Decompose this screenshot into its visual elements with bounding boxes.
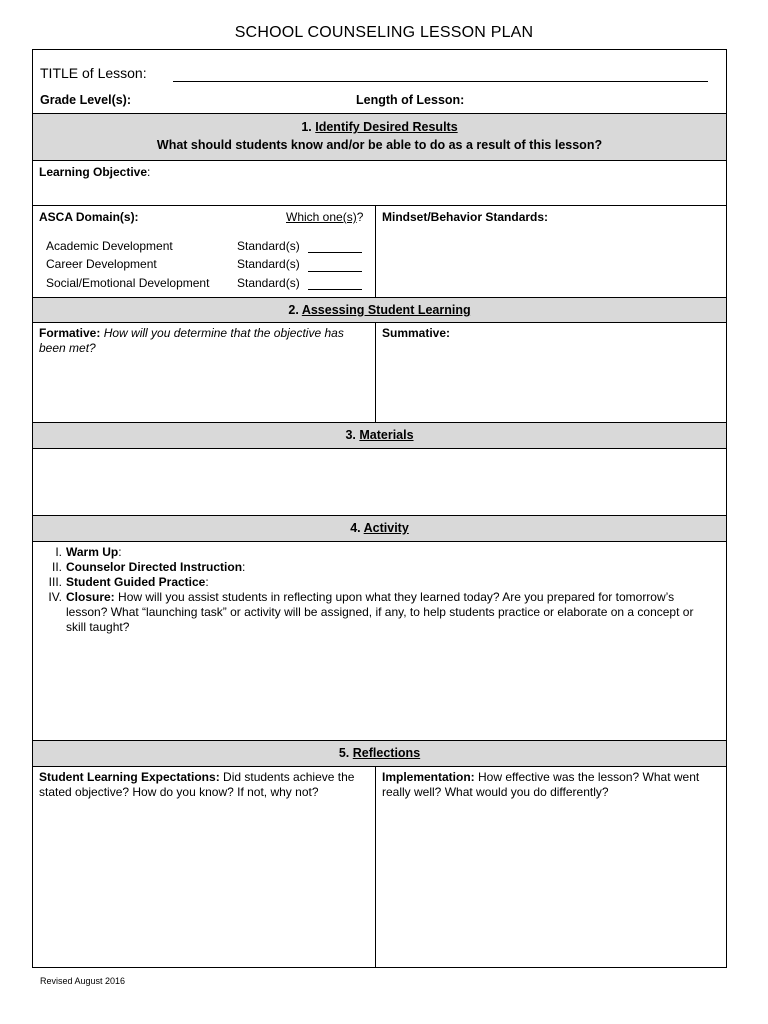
- expectations-prompt: Did students achieve the stated objective? How do you know? If not, why not?: [39, 770, 355, 799]
- section-4-title: Activity: [363, 521, 409, 535]
- reflections-row: [33, 767, 726, 967]
- asca-domain-cell: [33, 206, 376, 297]
- section-1-question: What should students know and/or be able to do as a result of this lesson?: [156, 138, 603, 152]
- section-2-number: 2.: [288, 303, 299, 317]
- title-input-line[interactable]: [173, 81, 708, 82]
- lesson-plan-form: [32, 49, 727, 968]
- formative-cell[interactable]: [33, 323, 376, 422]
- assessment-row: [33, 323, 726, 423]
- activity-item-closure: IV. Closure: How will you assist students in reflecting upon what they learned today? Are you prepared for tomorrow’s lesson? What “launching task” or activity will be assigned, if any, to help students practice or elaborate on a concept or skill taught?: [48, 590, 694, 634]
- section-3-number: 3.: [345, 428, 356, 442]
- mindset-standards-label: Mindset/Behavior Standards:: [382, 210, 549, 224]
- implementation-cell[interactable]: [376, 767, 726, 967]
- summative-cell[interactable]: [376, 323, 726, 422]
- domain-career: Career Development: [46, 257, 157, 271]
- activity-item-warm-up: I. Warm Up:: [55, 545, 122, 559]
- section-3-header: [33, 423, 726, 449]
- formative-prompt: How will you determine that the objective has been met?: [39, 326, 344, 355]
- academic-standard-input[interactable]: [308, 252, 362, 253]
- asca-domain-label: ASCA Domain(s):: [39, 210, 139, 224]
- section-5-title: Reflections: [352, 746, 421, 760]
- section-1-title: Identify Desired Results: [315, 120, 458, 134]
- section-5-header: [33, 741, 726, 767]
- activity-row[interactable]: [33, 542, 726, 741]
- section-5-number: 5.: [338, 746, 350, 760]
- section-1-header: [33, 114, 726, 161]
- section-2-title: Assessing Student Learning: [301, 303, 471, 317]
- standard-label: Standard(s): [237, 276, 300, 290]
- section-3-title: Materials: [359, 428, 414, 442]
- learning-objective-colon: :: [147, 165, 151, 179]
- lesson-length-label: Length of Lesson:: [356, 93, 465, 107]
- section-2-header: [33, 298, 726, 323]
- standard-label: Standard(s): [237, 257, 300, 271]
- expectations-label: Student Learning Expectations:: [39, 770, 220, 784]
- materials-row[interactable]: [33, 449, 726, 516]
- activity-list: [36, 545, 716, 635]
- learning-objective-row[interactable]: [33, 161, 726, 206]
- header-row: [33, 50, 726, 114]
- formative-label: Formative:: [39, 326, 101, 340]
- grade-level-label: Grade Level(s):: [40, 93, 132, 107]
- section-4-header: [33, 516, 726, 542]
- activity-item-guided-practice: III. Student Guided Practice:: [48, 575, 209, 589]
- summative-label: Summative:: [382, 326, 451, 340]
- learning-objective-label: Learning Objective: [39, 165, 148, 179]
- which-ones-label: Which one(s)?: [286, 210, 364, 224]
- social-emotional-standard-input[interactable]: [308, 289, 362, 290]
- section-4-number: 4.: [350, 521, 361, 535]
- section-1-number: 1.: [301, 120, 312, 134]
- revision-footer: Revised August 2016: [40, 976, 126, 986]
- document-title: SCHOOL COUNSELING LESSON PLAN: [234, 24, 534, 41]
- activity-item-counselor-instruction: II. Counselor Directed Instruction:: [51, 560, 246, 574]
- standard-label: Standard(s): [237, 239, 300, 253]
- title-label: TITLE of Lesson:: [40, 65, 147, 81]
- asca-domain-row: [33, 206, 726, 298]
- domain-social-emotional: Social/Emotional Development: [46, 276, 210, 290]
- student-expectations-cell[interactable]: [33, 767, 376, 967]
- implementation-label: Implementation:: [382, 770, 475, 784]
- mindset-standards-cell[interactable]: [376, 206, 726, 297]
- career-standard-input[interactable]: [308, 271, 362, 272]
- implementation-prompt: How effective was the lesson? What went really well? What would you do differently?: [382, 770, 700, 799]
- domain-academic: Academic Development: [46, 239, 173, 253]
